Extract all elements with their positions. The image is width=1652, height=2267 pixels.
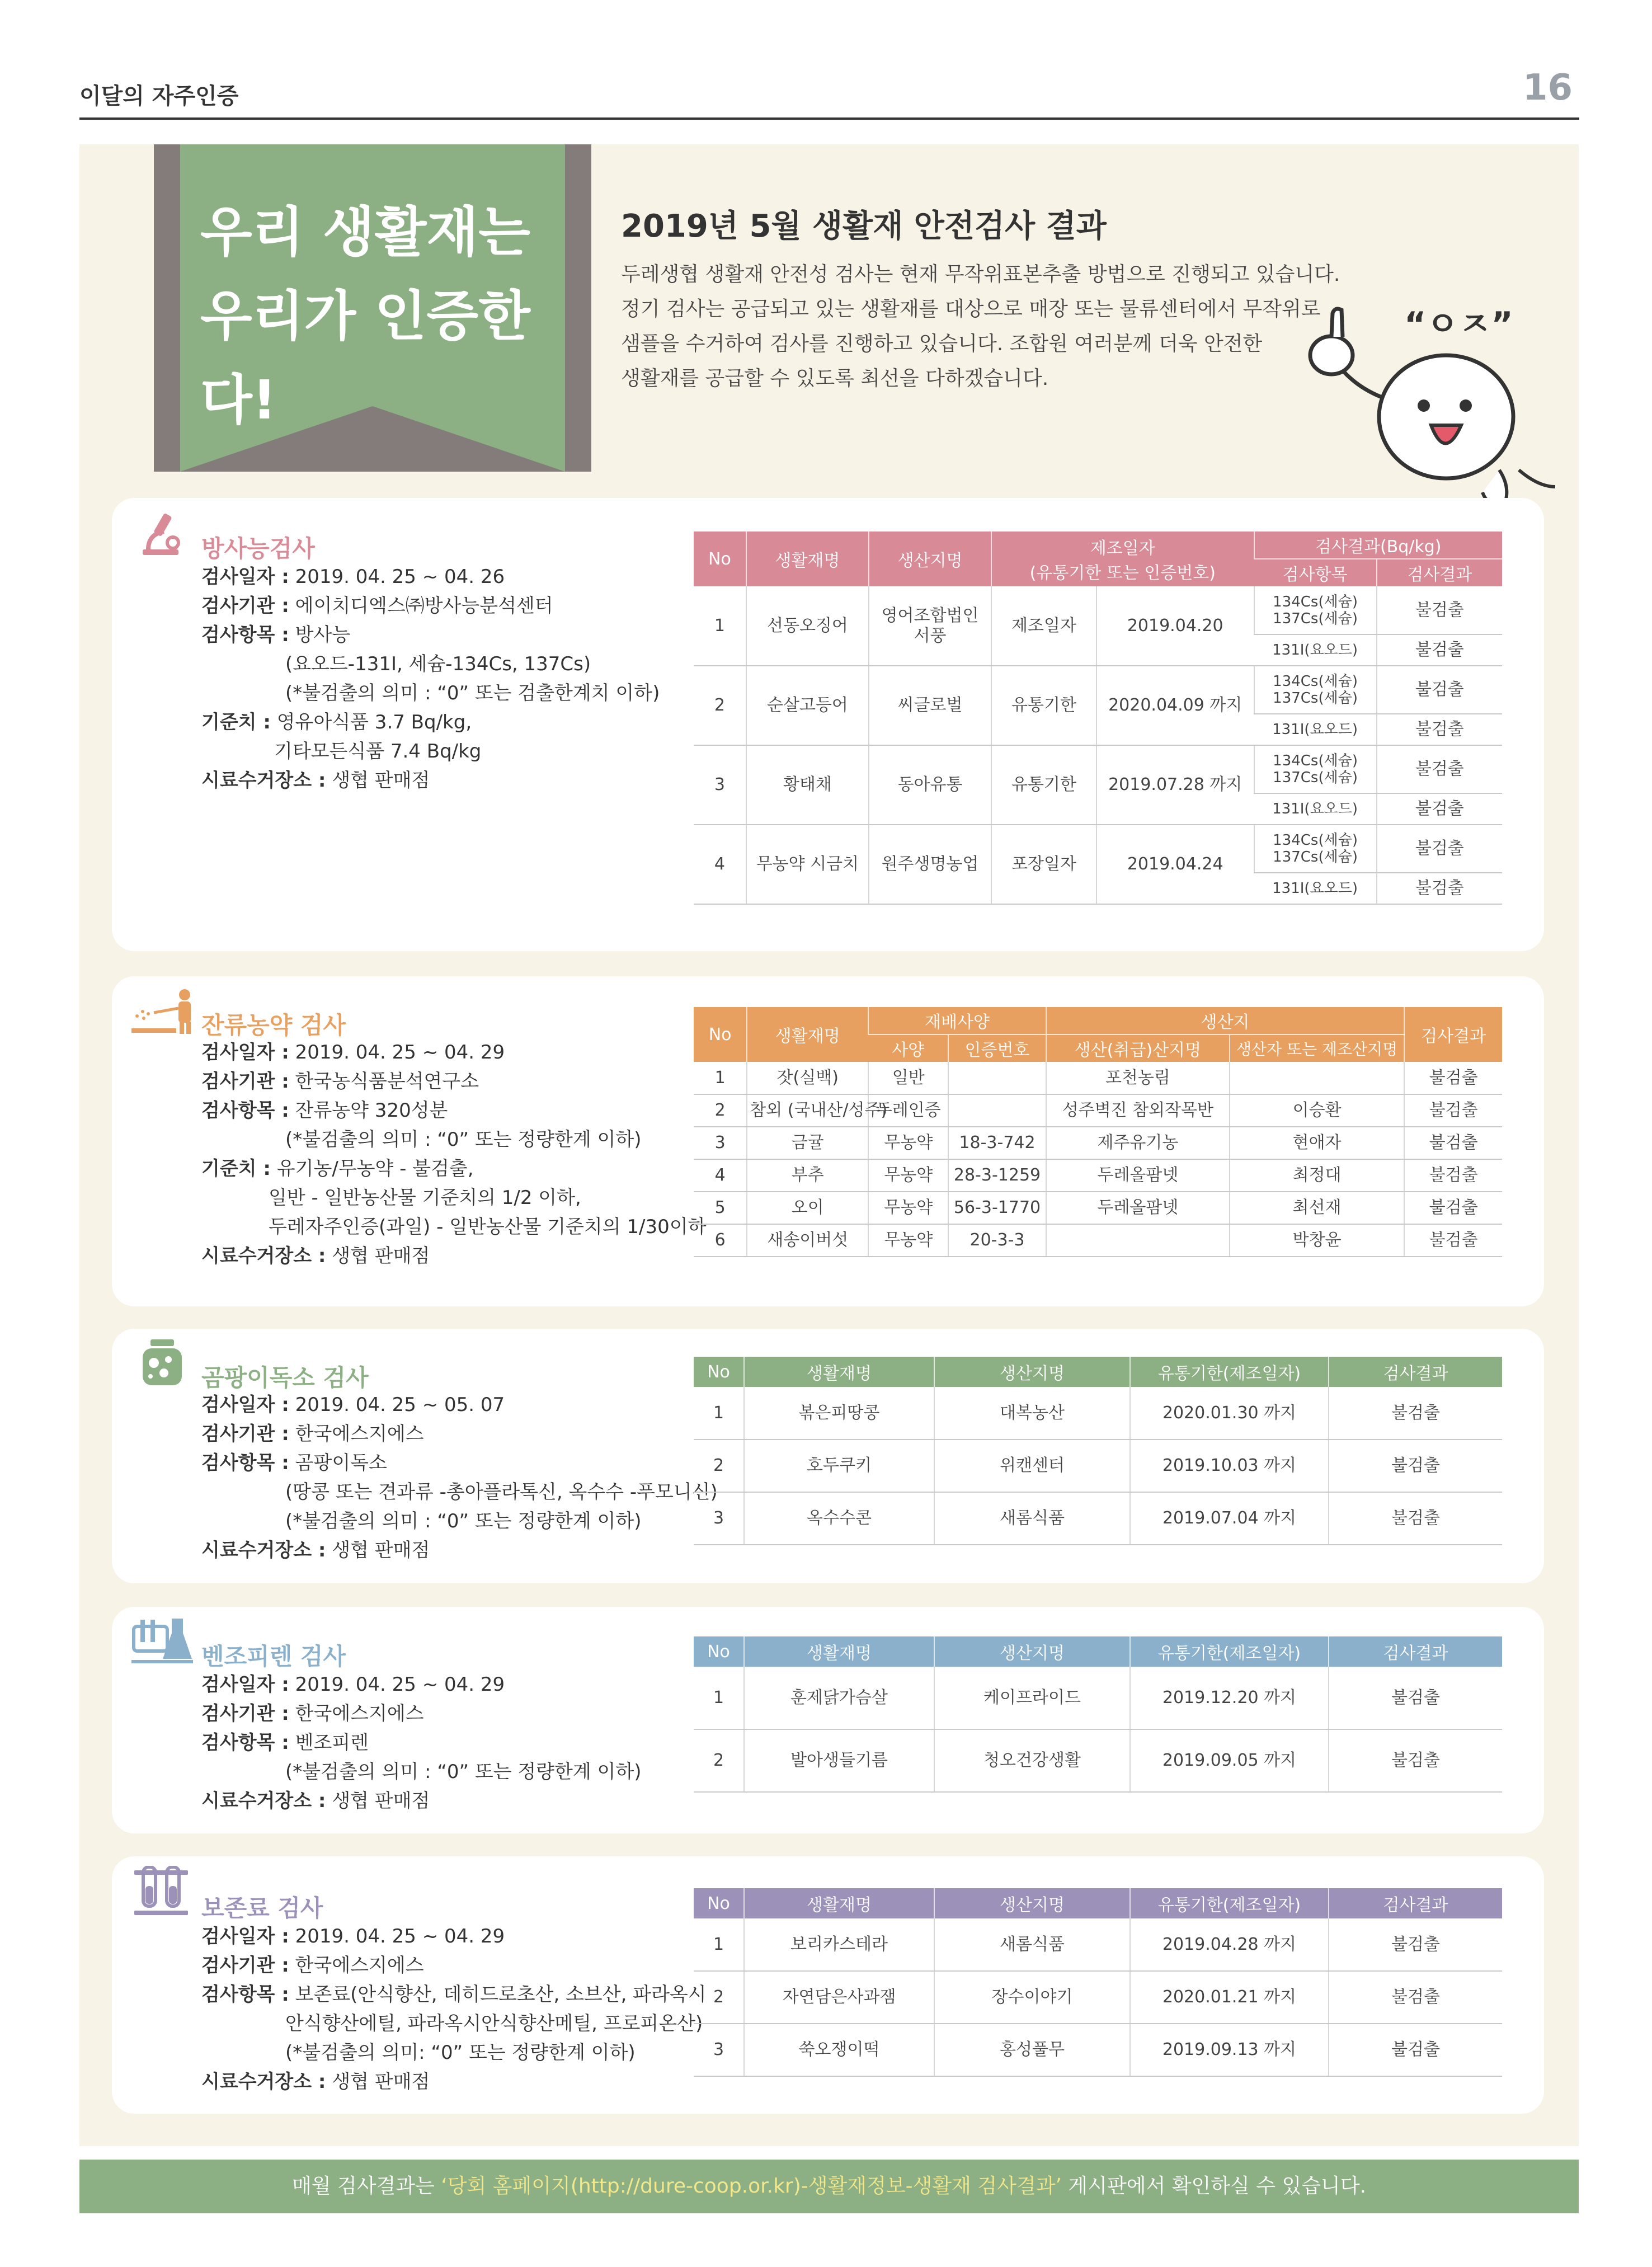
- cell-result: 불검출: [1329, 1971, 1502, 2024]
- table-row: [694, 1127, 1502, 1159]
- cell-no: 2: [694, 1729, 744, 1792]
- cell-no: 2: [694, 1440, 744, 1492]
- cell-result: 불검출: [1377, 586, 1502, 634]
- col-origin-2: 생산자 또는 제조산지명: [1230, 1034, 1404, 1062]
- mascot-thumbs-up-icon: [1298, 302, 1566, 515]
- col-result-group: 검사결과(Bq/kg): [1254, 532, 1502, 559]
- cell-origin-2: 박창윤: [1230, 1224, 1404, 1257]
- page-number: 16: [1522, 67, 1573, 109]
- cell-cert: 56-3-1770: [948, 1192, 1046, 1224]
- cell-no: 1: [694, 1918, 744, 1971]
- col-origin-1: 생산(취급)산지명: [1046, 1034, 1230, 1062]
- header-divider: [79, 117, 1579, 120]
- cell-cs: [1254, 825, 1377, 873]
- col-no: No: [707, 1893, 730, 1913]
- cell-no: 1: [694, 1062, 747, 1094]
- col-name: 생활재명: [744, 1357, 934, 1387]
- date-label: 검사일자 :: [201, 1925, 289, 1948]
- test-date: 2019. 04. 25 ~ 04. 29: [295, 1925, 505, 1948]
- place-label: 시료수거장소 :: [201, 769, 326, 792]
- table-row: [694, 745, 1502, 793]
- cell-region: 대복농산: [934, 1387, 1130, 1440]
- cell-iodine: 131I(요오드): [1254, 793, 1377, 825]
- ribbon-line-1: 우리 생활재는: [200, 201, 530, 264]
- cell-name: 호두쿠키: [744, 1440, 934, 1492]
- place-label: 시료수거장소 :: [201, 2071, 326, 2093]
- benzopyrene-title: 벤조피렌 검사: [201, 1643, 346, 1670]
- section-title: 이달의 자주인증: [79, 83, 239, 109]
- test-date: 2019. 04. 25 ~ 04. 26: [295, 566, 505, 588]
- test-item: 벤조피렌: [295, 1732, 369, 1754]
- cell-result: 불검출: [1377, 745, 1502, 793]
- org-label: 검사기관 :: [201, 1702, 289, 1725]
- cell-region: 영어조합법인 서풍: [869, 586, 991, 666]
- std-label: 기준치 :: [201, 711, 271, 733]
- test-note: (*불검출의 의미 : “0” 또는 정량한계 이하): [285, 1128, 642, 1151]
- cell-result: 불검출: [1329, 1729, 1502, 1792]
- cell-expiry: 2019.09.13 까지: [1130, 2024, 1329, 2076]
- microscope-icon: [137, 509, 187, 559]
- cell-name: 무농약 시금치: [746, 825, 869, 904]
- table-row: [694, 1440, 1502, 1492]
- col-expiry: 유통기한(제조일자): [1130, 1888, 1329, 1918]
- cell-origin-1: [1046, 1224, 1230, 1257]
- cell-cs: [1254, 586, 1377, 634]
- preservative-table: [694, 1888, 1502, 2077]
- mascot-quote: “ㅇㅈ”: [1404, 305, 1513, 344]
- col-result: 검사결과: [1329, 1357, 1502, 1387]
- cell-spec: 무농약: [868, 1192, 948, 1224]
- test-org: 한국에스지에스: [295, 1702, 424, 1725]
- place-label: 시료수거장소 :: [201, 1245, 326, 1267]
- table-row: [694, 1062, 1502, 1094]
- cell-no: 4: [694, 825, 746, 904]
- test-item-detail: (요오드-131I, 세슘-134Cs, 137Cs): [285, 653, 591, 675]
- cell-region: 새롬식품: [934, 1492, 1130, 1545]
- cell-origin-1: 제주유기농: [1046, 1127, 1230, 1159]
- radiation-info: [201, 562, 660, 795]
- preservative-title: 보존료 검사: [201, 1894, 323, 1922]
- cell-expiry: 2020.01.21 까지: [1130, 1971, 1329, 2024]
- cell-no: 3: [694, 1127, 747, 1159]
- std-2: 기타모든식품 7.4 Bq/kg: [274, 740, 482, 763]
- cell-no: 3: [694, 2024, 744, 2076]
- intro-line: 생활재를 공급할 수 있도록 최선을 다하겠습니다.: [621, 367, 1049, 390]
- cell-result: 불검출: [1377, 793, 1502, 825]
- benzopyrene-info: [201, 1670, 642, 1816]
- col-region: 생산지명: [934, 1357, 1130, 1387]
- cell-cert: 20-3-3: [948, 1224, 1046, 1257]
- table-row: [694, 2024, 1502, 2076]
- table-row: [694, 1094, 1502, 1127]
- date-label: 검사일자 :: [201, 566, 289, 588]
- test-date: 2019. 04. 25 ~ 04. 29: [295, 1673, 505, 1696]
- col-mfg: [991, 532, 1254, 586]
- col-expiry: 유통기한(제조일자): [1130, 1636, 1329, 1667]
- cell-name: 선동오징어: [746, 586, 869, 666]
- cell-expiry: 2019.09.05 까지: [1130, 1729, 1329, 1792]
- cell-name: 훈제닭가슴살: [744, 1667, 934, 1729]
- col-result: 검사결과: [1329, 1888, 1502, 1918]
- cell-spec: 일반: [868, 1062, 948, 1094]
- cell-result: 불검출: [1329, 2024, 1502, 2076]
- col-no: No: [707, 1642, 730, 1662]
- footer-pre: 매월 검사결과는: [291, 2175, 441, 2198]
- sample-place: 생협 판매점: [332, 1539, 430, 1561]
- cell-result: 불검출: [1329, 1387, 1502, 1440]
- footer-link-text[interactable]: ‘당회 홈페이지(http://dure-coop.or.kr)-생활재정보-생활재 검사결과’: [441, 2175, 1062, 2198]
- cell-result: 불검출: [1377, 714, 1502, 745]
- col-name: 생활재명: [746, 532, 869, 586]
- cell-origin-1: 성주벽진 참외작목반: [1046, 1094, 1230, 1127]
- cell-cs-134: 134Cs(세슘): [1273, 593, 1358, 610]
- col-result: 검사결과: [1404, 1007, 1502, 1062]
- cell-no: 1: [694, 1667, 744, 1729]
- item-label: 검사항목 :: [201, 624, 289, 646]
- cell-no: 2: [694, 1094, 747, 1127]
- cell-spec: 두레인증: [868, 1094, 948, 1127]
- test-org: 에이치디엑스㈜방사능분석센터: [295, 595, 553, 617]
- col-test-item: 검사항목: [1254, 559, 1377, 586]
- cell-origin-2: 최정대: [1230, 1159, 1404, 1192]
- table-row: [694, 1224, 1502, 1257]
- cell-name: 발아생들기름: [744, 1729, 934, 1792]
- std-label: 기준치 :: [201, 1158, 271, 1180]
- cell-region: 케이프라이드: [934, 1667, 1130, 1729]
- cell-cs: [1254, 745, 1377, 793]
- place-label: 시료수거장소 :: [201, 1790, 326, 1812]
- col-no: No: [707, 1362, 730, 1382]
- table-row: [694, 1159, 1502, 1192]
- test-note: (*불검출의 의미 : “0” 또는 정량한계 이하): [285, 1761, 642, 1783]
- cell-spec: 무농약: [868, 1159, 948, 1192]
- test-date: 2019. 04. 25 ~ 04. 29: [295, 1041, 505, 1064]
- table-row: [694, 666, 1502, 714]
- cell-cert: [948, 1094, 1046, 1127]
- test-item: 보존료(안식향산, 데히드로초산, 소브산, 파라옥시: [295, 1983, 707, 2006]
- cell-no: 1: [694, 1387, 744, 1440]
- mycotoxin-table: [694, 1357, 1502, 1545]
- test-org: 한국에스지에스: [295, 1423, 424, 1445]
- table-row: [694, 825, 1502, 873]
- test-item: 방사능: [295, 624, 351, 646]
- cell-origin-1: 포천농림: [1046, 1062, 1230, 1094]
- cell-no: 3: [694, 1492, 744, 1545]
- cell-region: 장수이야기: [934, 1971, 1130, 2024]
- test-item-detail: 안식향산에틸, 파라옥시안식향산메틸, 프로피온산): [285, 2012, 703, 2035]
- cell-expiry: 2019.10.03 까지: [1130, 1440, 1329, 1492]
- cell-result: 불검출: [1329, 1667, 1502, 1729]
- cell-date: 2020.04.09 까지: [1096, 666, 1254, 745]
- sample-place: 생협 판매점: [332, 2071, 430, 2093]
- date-label: 검사일자 :: [201, 1673, 289, 1696]
- pesticide-info: [201, 1038, 706, 1271]
- cell-no: 2: [694, 1971, 744, 2024]
- cell-cs: [1254, 666, 1377, 714]
- date-label: 검사일자 :: [201, 1041, 289, 1064]
- cell-result: 불검출: [1404, 1224, 1502, 1257]
- table-row: [694, 1918, 1502, 1971]
- col-expiry: 유통기한(제조일자): [1130, 1357, 1329, 1387]
- cell-no: 6: [694, 1224, 747, 1257]
- cell-result: 불검출: [1377, 825, 1502, 873]
- intro-body: [621, 257, 1393, 396]
- cell-result: 불검출: [1329, 1492, 1502, 1545]
- cell-name: 볶은피땅콩: [744, 1387, 934, 1440]
- cell-result: 불검출: [1404, 1062, 1502, 1094]
- table-row: [694, 1971, 1502, 2024]
- cell-result: 불검출: [1404, 1159, 1502, 1192]
- cell-region: 홍성풀무: [934, 2024, 1130, 2076]
- cell-expiry: 2019.04.28 까지: [1130, 1918, 1329, 1971]
- test-note: (*불검출의 의미: “0” 또는 정량한계 이하): [285, 2042, 636, 2064]
- cell-cert: [948, 1062, 1046, 1094]
- intro-line: 샘플을 수거하여 검사를 진행하고 있습니다. 조합원 여러분께 더욱 안전한: [621, 332, 1263, 355]
- cell-origin-1: 두레올팜넷: [1046, 1159, 1230, 1192]
- cell-cs-137: 137Cs(세슘): [1273, 769, 1358, 786]
- col-test-result: 검사결과: [1377, 559, 1502, 586]
- cell-result: 불검출: [1377, 666, 1502, 714]
- cell-iodine: 131I(요오드): [1254, 634, 1377, 666]
- col-mfg-line1: 제조일자: [1090, 539, 1155, 558]
- cell-iodine: 131I(요오드): [1254, 873, 1377, 904]
- std-2: 일반 - 일반농산물 기준치의 1/2 이하,: [269, 1187, 581, 1209]
- cell-spec: 무농약: [868, 1127, 948, 1159]
- radiation-table: [694, 532, 1502, 905]
- col-origin: 생산지: [1046, 1007, 1404, 1034]
- std-3: 두레자주인증(과일) - 일반농산물 기준치의 1/30이하: [269, 1216, 707, 1238]
- cell-cs-134: 134Cs(세슘): [1273, 673, 1358, 690]
- col-no: No: [708, 549, 731, 569]
- table-row: [694, 586, 1502, 634]
- table-row: [694, 1729, 1502, 1792]
- cell-result: 불검출: [1329, 1440, 1502, 1492]
- intro-line: 두레생협 생활재 안전성 검사는 현재 무작위표본추출 방법으로 진행되고 있습니다.: [621, 263, 1340, 286]
- benzopyrene-table: [694, 1636, 1502, 1793]
- item-label: 검사항목 :: [201, 1732, 289, 1754]
- intro-line: 정기 검사는 공급되고 있는 생활재를 대상으로 매장 또는 물류센터에서 무작위로: [621, 298, 1321, 321]
- cell-name: 참외 (국내산/성주): [747, 1094, 868, 1127]
- cell-origin-1: 두레올팜넷: [1046, 1192, 1230, 1224]
- test-org: 한국농식품분석연구소: [295, 1070, 479, 1093]
- col-cert: 인증번호: [948, 1034, 1046, 1062]
- col-no: No: [708, 1024, 732, 1045]
- cell-name: 황태채: [746, 745, 869, 825]
- cell-cs-137: 137Cs(세슘): [1273, 610, 1358, 627]
- pesticide-title: 잔류농약 검사: [201, 1012, 346, 1039]
- cell-origin-2: 이승환: [1230, 1094, 1404, 1127]
- cell-name: 쑥오쟁이떡: [744, 2024, 934, 2076]
- test-item: 잔류농약 320성분: [295, 1099, 448, 1122]
- org-label: 검사기관 :: [201, 1423, 289, 1445]
- cell-region: 원주생명농업: [869, 825, 991, 904]
- table-row: [694, 1192, 1502, 1224]
- table-row: [694, 1667, 1502, 1729]
- cell-type: 포장일자: [991, 825, 1096, 904]
- cell-origin-2: 현애자: [1230, 1127, 1404, 1159]
- cell-cs-137: 137Cs(세슘): [1273, 849, 1358, 866]
- cell-name: 순살고등어: [746, 666, 869, 745]
- col-region: 생산지명: [934, 1888, 1130, 1918]
- cell-type: 유통기한: [991, 745, 1096, 825]
- lab-flask-icon: [131, 1614, 193, 1664]
- cell-name: 옥수수콘: [744, 1492, 934, 1545]
- date-label: 검사일자 :: [201, 1394, 289, 1416]
- cell-name: 새송이버섯: [747, 1224, 868, 1257]
- org-label: 검사기관 :: [201, 595, 289, 617]
- pesticide-table: [694, 1007, 1502, 1257]
- cell-cs-134: 134Cs(세슘): [1273, 752, 1358, 769]
- table-row: [694, 1387, 1502, 1440]
- cell-result: 불검출: [1377, 634, 1502, 666]
- sample-place: 생협 판매점: [332, 769, 430, 792]
- cell-origin-2: [1230, 1062, 1404, 1094]
- col-spec: 사양: [868, 1034, 948, 1062]
- mold-jar-icon: [137, 1337, 187, 1388]
- ribbon-line-2: 우리가 인증한다!: [200, 285, 530, 431]
- footer-banner: [79, 2160, 1579, 2213]
- col-region: 생산지명: [869, 532, 991, 586]
- cell-result: 불검출: [1404, 1127, 1502, 1159]
- cell-name: 오이: [747, 1192, 868, 1224]
- cell-result: 불검출: [1404, 1192, 1502, 1224]
- col-name: 생활재명: [744, 1888, 934, 1918]
- cell-date: 2019.07.28 까지: [1096, 745, 1254, 825]
- cell-name: 부추: [747, 1159, 868, 1192]
- test-item: 곰팡이독소: [295, 1452, 387, 1474]
- sample-place: 생협 판매점: [332, 1790, 430, 1812]
- cell-expiry: 2020.01.30 까지: [1130, 1387, 1329, 1440]
- mycotoxin-info: [201, 1390, 718, 1565]
- cell-origin-2: 최선재: [1230, 1192, 1404, 1224]
- col-name: 생활재명: [744, 1636, 934, 1667]
- cell-expiry: 2019.07.04 까지: [1130, 1492, 1329, 1545]
- cell-name: 보리카스테라: [744, 1918, 934, 1971]
- cell-result: 불검출: [1329, 1918, 1502, 1971]
- cell-no: 5: [694, 1192, 747, 1224]
- intro-title: 2019년 5월 생활재 안전검사 결과: [621, 208, 1107, 244]
- test-tubes-icon: [133, 1866, 189, 1916]
- cell-no: 4: [694, 1159, 747, 1192]
- org-label: 검사기관 :: [201, 1070, 289, 1093]
- mycotoxin-title: 곰팡이독소 검사: [201, 1364, 369, 1391]
- cell-iodine: 131I(요오드): [1254, 714, 1377, 745]
- radiation-title: 방사능검사: [201, 535, 315, 562]
- cell-type: 제조일자: [991, 586, 1096, 666]
- cell-cert: 28-3-1259: [948, 1159, 1046, 1192]
- cell-spec: 무농약: [868, 1224, 948, 1257]
- item-label: 검사항목 :: [201, 1983, 289, 2006]
- cell-date: 2019.04.24: [1096, 825, 1254, 904]
- preservative-info: [201, 1922, 707, 2096]
- test-date: 2019. 04. 25 ~ 05. 07: [295, 1394, 505, 1416]
- cell-name: 금귤: [747, 1127, 868, 1159]
- cell-cs-134: 134Cs(세슘): [1273, 832, 1358, 849]
- col-cultivation: 재배사양: [868, 1007, 1046, 1034]
- col-result: 검사결과: [1329, 1636, 1502, 1667]
- cell-region: 새롬식품: [934, 1918, 1130, 1971]
- cell-date: 2019.04.20: [1096, 586, 1254, 666]
- cell-cert: 18-3-742: [948, 1127, 1046, 1159]
- cell-cs-137: 137Cs(세슘): [1273, 690, 1358, 707]
- cell-name: 잣(실백): [747, 1062, 868, 1094]
- test-item-detail: (땅콩 또는 견과류 -총아플라톡신, 옥수수 -푸모니신): [285, 1481, 718, 1503]
- cell-name: 자연담은사과잼: [744, 1971, 934, 2024]
- col-mfg-line2: (유통기한 또는 인증번호): [1029, 563, 1216, 583]
- test-note: (*불검출의 의미 : “0” 또는 검출한계치 이하): [285, 682, 660, 704]
- ribbon-text: [200, 190, 558, 442]
- test-note: (*불검출의 의미 : “0” 또는 정량한계 이하): [285, 1510, 642, 1532]
- sample-place: 생협 판매점: [332, 1245, 430, 1267]
- col-region: 생산지명: [934, 1636, 1130, 1667]
- cell-region: 위캔센터: [934, 1440, 1130, 1492]
- cell-no: 1: [694, 586, 746, 666]
- col-name: 생활재명: [747, 1007, 868, 1062]
- std-1: 영유아식품 3.7 Bq/kg,: [276, 711, 472, 733]
- cell-result: 불검출: [1377, 873, 1502, 904]
- place-label: 시료수거장소 :: [201, 1539, 326, 1561]
- cell-result: 불검출: [1404, 1094, 1502, 1127]
- cell-no: 3: [694, 745, 746, 825]
- test-org: 한국에스지에스: [295, 1954, 424, 1977]
- org-label: 검사기관 :: [201, 1954, 289, 1977]
- sprayer-icon: [131, 985, 199, 1035]
- footer-post: 게시판에서 확인하실 수 있습니다.: [1061, 2175, 1367, 2198]
- cell-region: 청오건강생활: [934, 1729, 1130, 1792]
- cell-no: 2: [694, 666, 746, 745]
- std-1: 유기농/무농약 - 불검출,: [276, 1158, 474, 1180]
- item-label: 검사항목 :: [201, 1099, 289, 1122]
- cell-expiry: 2019.12.20 까지: [1130, 1667, 1329, 1729]
- item-label: 검사항목 :: [201, 1452, 289, 1474]
- cell-region: 동아유통: [869, 745, 991, 825]
- cell-type: 유통기한: [991, 666, 1096, 745]
- table-row: [694, 1492, 1502, 1545]
- cell-region: 씨글로벌: [869, 666, 991, 745]
